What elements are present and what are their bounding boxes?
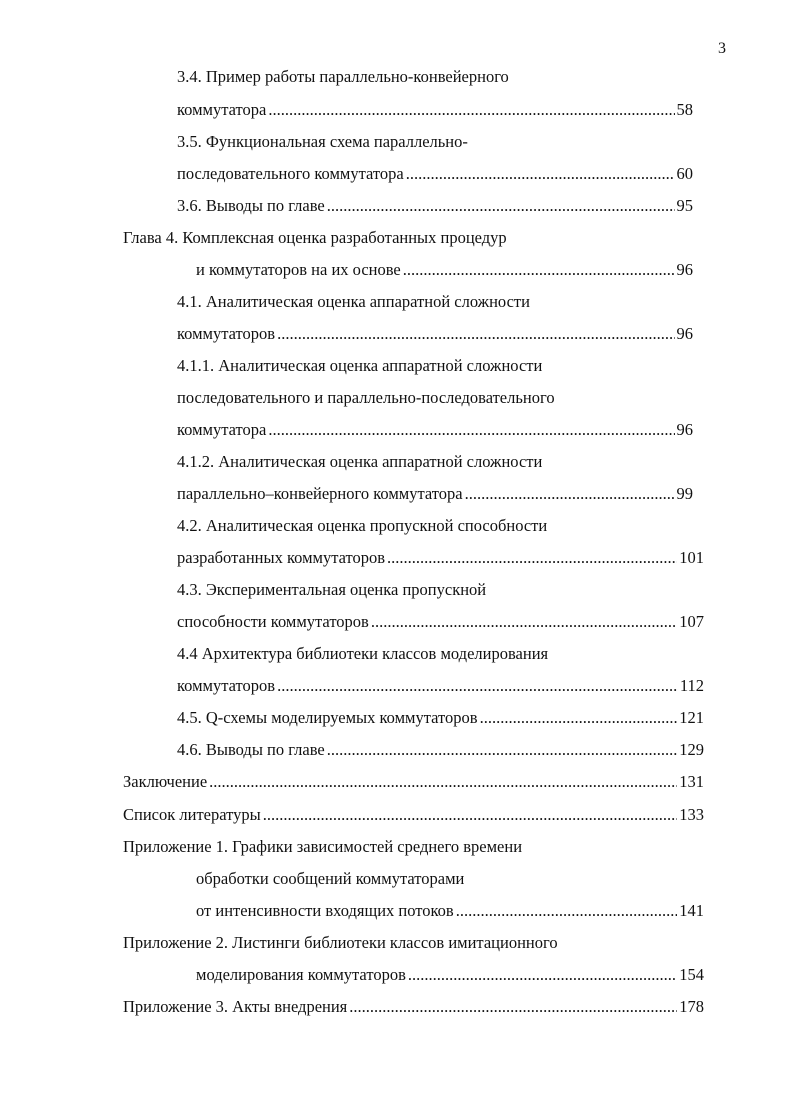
toc-page-number: 107 — [679, 612, 704, 631]
toc-entry-appendix-2 — [196, 965, 704, 985]
toc-entry-4-3 — [177, 612, 704, 632]
dot-leader — [268, 420, 674, 440]
toc-entry-text: разработанных коммутаторов — [177, 548, 386, 567]
dot-leader — [268, 100, 674, 120]
toc-entry-4-6 — [177, 740, 704, 760]
toc-entry-conclusion — [123, 772, 704, 792]
toc-page-number: 60 — [676, 164, 693, 183]
toc-entry-text: от интенсивности входящих потоков — [196, 901, 454, 920]
toc-entry-4-4-title: 4.4 Архитектура библиотеки классов моделирования — [177, 644, 549, 663]
toc-entry-text: коммутатора — [177, 100, 267, 119]
toc-entry-text: 4.6. Выводы по главе — [177, 740, 325, 759]
dot-leader — [277, 676, 678, 696]
toc-entry-4-1-2 — [177, 484, 693, 504]
toc-page-number: 95 — [676, 196, 693, 215]
dot-leader — [371, 612, 677, 632]
dot-leader — [327, 196, 675, 216]
toc-entry-appendix-1-title: Приложение 1. Графики зависимостей среднего времени — [123, 837, 523, 856]
dot-leader — [209, 772, 677, 792]
toc-page-number: 101 — [679, 548, 704, 567]
toc-page-number: 58 — [676, 100, 693, 119]
toc-entry-appendix-1 — [196, 901, 704, 921]
toc-page-number: 112 — [679, 676, 704, 695]
dot-leader — [349, 997, 677, 1017]
toc-entry-chapter-4 — [196, 260, 693, 280]
toc-entry-text: 4.5. Q-схемы моделируемых коммутаторов — [177, 708, 478, 727]
dot-leader — [277, 324, 674, 344]
toc-page-number: 96 — [676, 260, 693, 279]
dot-leader — [480, 708, 678, 728]
toc-entry-4-1-1 — [177, 420, 693, 440]
dot-leader — [403, 260, 675, 280]
dot-leader — [408, 965, 677, 985]
toc-entry-3-4-title: 3.4. Пример работы параллельно-конвейерного — [177, 67, 509, 86]
toc-page-number: 141 — [679, 901, 704, 920]
toc-entry-text: последовательного коммутатора — [177, 164, 404, 183]
dot-leader — [465, 484, 675, 504]
toc-entry-4-3-title: 4.3. Экспериментальная оценка пропускной — [177, 580, 487, 599]
toc-entry-3-5-title: 3.5. Функциональная схема параллельно- — [177, 132, 468, 151]
dot-leader — [387, 548, 677, 568]
toc-entry-text: Заключение — [123, 772, 208, 791]
toc-page-number: 129 — [679, 740, 704, 759]
toc-page-number: 121 — [679, 708, 704, 727]
toc-entry-text: способности коммутаторов — [177, 612, 369, 631]
toc-page-number: 99 — [676, 484, 693, 503]
toc-entry-4-1-1-title: 4.1.1. Аналитическая оценка аппаратной сложности — [177, 356, 543, 375]
dot-leader — [263, 805, 678, 825]
toc-page-number: 178 — [679, 997, 704, 1016]
page-number: 3 — [718, 40, 726, 57]
toc-page-number: 154 — [679, 965, 704, 984]
toc-entry-chapter-4-title: Глава 4. Комплексная оценка разработанных процедур — [123, 228, 507, 247]
toc-entry-text: коммутатора — [177, 420, 267, 439]
toc-entry-text: 3.6. Выводы по главе — [177, 196, 325, 215]
dot-leader — [456, 901, 678, 921]
toc-page-number: 133 — [679, 805, 704, 824]
toc-entry-text: Приложение 3. Акты внедрения — [123, 997, 348, 1016]
toc-entry-4-1-1-title-cont: последовательного и параллельно-последовательного — [177, 388, 555, 407]
toc-page-number: 96 — [676, 324, 693, 343]
toc-entry-4-1-title: 4.1. Аналитическая оценка аппаратной сложности — [177, 292, 530, 311]
toc-entry-text: параллельно–конвейерного коммутатора — [177, 484, 463, 503]
toc-entry-text: моделирования коммутаторов — [196, 965, 406, 984]
toc-entry-3-4 — [177, 100, 693, 120]
toc-entry-references — [123, 805, 704, 825]
toc-entry-text: коммутаторов — [177, 676, 276, 695]
toc-entry-4-2-title: 4.2. Аналитическая оценка пропускной способности — [177, 516, 548, 535]
toc-entry-3-6 — [177, 196, 693, 216]
toc-entry-text: Список литературы — [123, 805, 261, 824]
toc-entry-4-1 — [177, 324, 693, 344]
toc-entry-appendix-2-title: Приложение 2. Листинги библиотеки классов имитационного — [123, 933, 558, 952]
toc-page-number: 96 — [676, 420, 693, 439]
toc-entry-appendix-1-title-cont: обработки сообщений коммутаторами — [196, 869, 465, 888]
toc-page-number: 131 — [679, 772, 704, 791]
toc-entry-4-4 — [177, 676, 704, 696]
toc-entry-4-1-2-title: 4.1.2. Аналитическая оценка аппаратной сложности — [177, 452, 543, 471]
toc-entry-text: и коммутаторов на их основе — [196, 260, 401, 279]
dot-leader — [406, 164, 675, 184]
toc-entry-text: коммутаторов — [177, 324, 276, 343]
toc-entry-3-5 — [177, 164, 693, 184]
toc-entry-4-5 — [177, 708, 704, 728]
dot-leader — [327, 740, 678, 760]
toc-entry-appendix-3 — [123, 997, 704, 1017]
toc-entry-4-2 — [177, 548, 704, 568]
